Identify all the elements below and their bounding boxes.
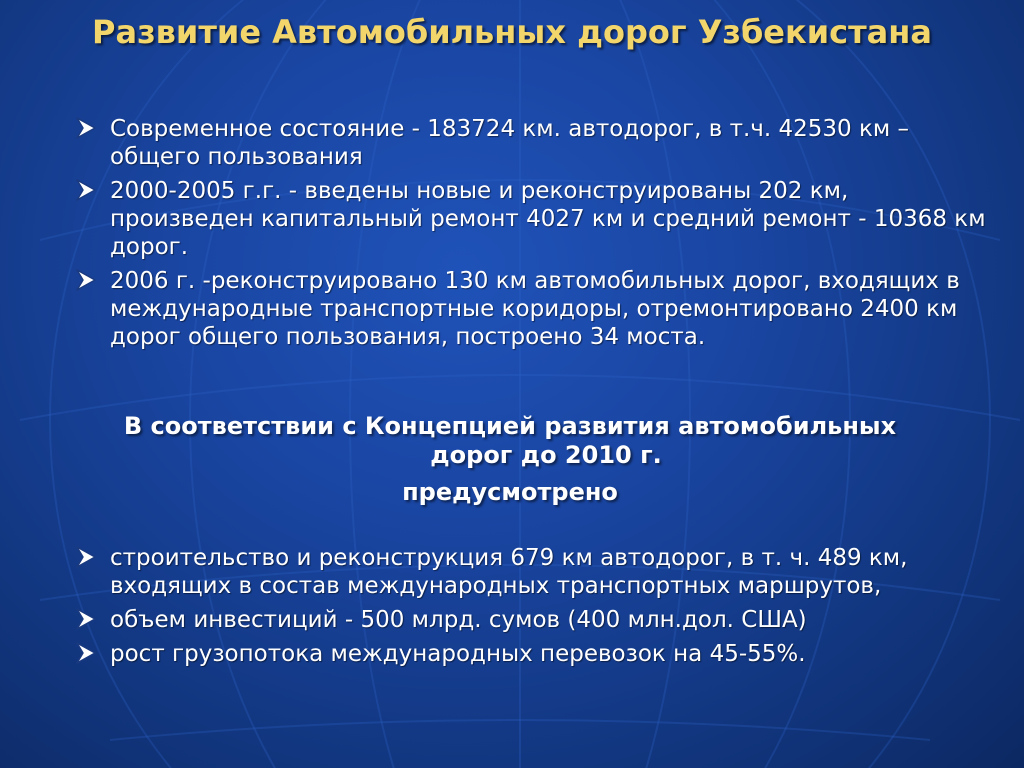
- arrow-bullet-icon: [74, 545, 98, 569]
- arrow-bullet-icon: [74, 607, 98, 631]
- list-item: [70, 115, 990, 171]
- list-item: [70, 640, 990, 668]
- arrow-bullet-icon: [74, 641, 98, 665]
- list-item-text: 2000-2005 г.г. - введены новые и реконструированы 202 км, произведен капитальный ремонт 4027 км и средний ремонт - 10368 км дорог.: [110, 178, 986, 260]
- list-item-text: объем инвестиций - 500 млрд. сумов (400 млн.дол. США): [110, 607, 807, 633]
- list-item-text: 2006 г. -реконструировано 130 км автомобильных дорог, входящих в международные транспортные коридоры, отремонтировано 2400 км дорог общего пользования, построено 34 моста.: [110, 268, 960, 350]
- arrow-bullet-icon: [74, 178, 98, 202]
- list-item: [70, 544, 990, 600]
- list-item-text: Современное состояние - 183724 км. автодорог, в т.ч. 42530 км –общего пользования: [110, 116, 910, 170]
- arrow-bullet-icon: [74, 116, 98, 140]
- concept-block: [120, 412, 900, 507]
- list-item-text: строительство и реконструкция 679 км автодорог, в т. ч. 489 км, входящих в состав международных транспортных маршрутов,: [110, 545, 908, 599]
- list-item: [70, 606, 990, 634]
- list-item: [70, 267, 990, 351]
- concept-subheading: предусмотрено: [402, 478, 618, 506]
- list-item-text: рост грузопотока международных перевозок на 45-55%.: [110, 641, 806, 667]
- list-item: [70, 177, 990, 261]
- current-state-list: [70, 115, 990, 357]
- arrow-bullet-icon: [74, 268, 98, 292]
- plans-list: [70, 544, 990, 674]
- slide-title: Развитие Автомобильных дорог Узбекистана: [92, 13, 932, 51]
- concept-heading: В соответствии с Концепцией развития автомобильных дорог до 2010 г.: [123, 412, 897, 469]
